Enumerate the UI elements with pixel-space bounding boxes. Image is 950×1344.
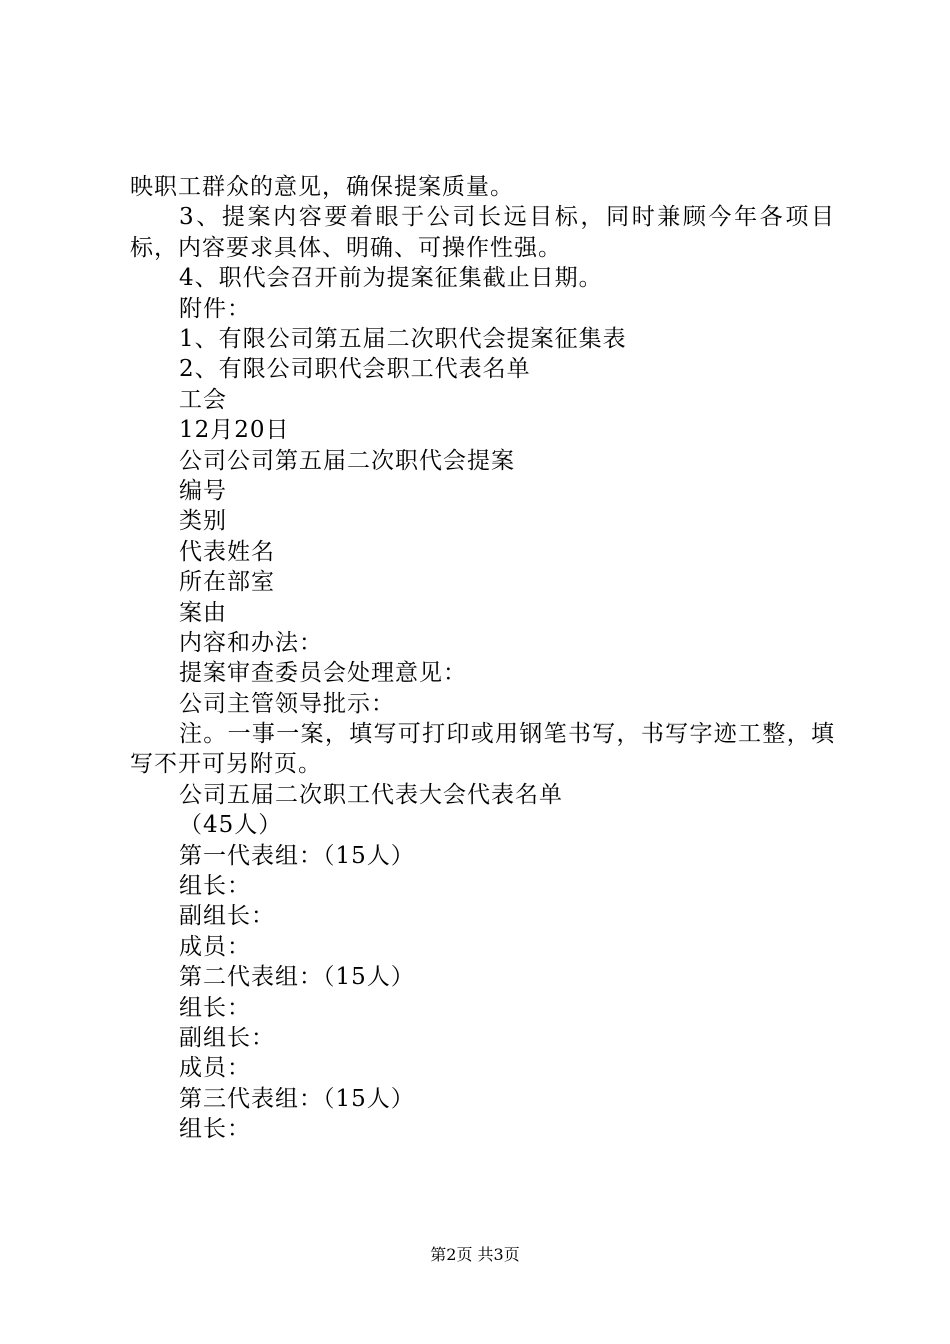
form-field-label: 类别 bbox=[179, 508, 227, 535]
form-field-label: 提案审查委员会处理意见： bbox=[179, 660, 467, 687]
text-line: 4、职代会召开前为提案征集截止日期。 bbox=[179, 265, 603, 292]
form-field-label: 公司主管领导批示： bbox=[179, 690, 395, 717]
form-title: 公司公司第五届二次职代会提案 bbox=[179, 447, 515, 474]
document-body bbox=[130, 172, 835, 1145]
group-role: 成员： bbox=[179, 1055, 251, 1082]
group-heading: 第一代表组：（15人） bbox=[179, 842, 415, 869]
form-field-label: 案由 bbox=[179, 599, 227, 626]
attachment-heading: 附件： bbox=[179, 295, 251, 322]
attachment-item: 1、有限公司第五届二次职代会提案征集表 bbox=[179, 325, 627, 352]
list-count: （45人） bbox=[179, 812, 283, 839]
group-role: 组长： bbox=[179, 873, 251, 900]
form-field-label: 内容和办法： bbox=[179, 629, 323, 656]
group-role: 组长： bbox=[179, 994, 251, 1021]
signature-date: 12月20日 bbox=[179, 417, 290, 444]
group-heading: 第二代表组：（15人） bbox=[179, 964, 415, 991]
note-paragraph: 注。一事一案，填写可打印或用钢笔书写，书写字迹工整，填写不开可另附页。 bbox=[130, 721, 835, 778]
form-field-label: 所在部室 bbox=[179, 569, 275, 596]
attachment-item: 2、有限公司职代会职工代表名单 bbox=[179, 356, 531, 383]
form-field-label: 编号 bbox=[179, 477, 227, 504]
group-role: 副组长： bbox=[179, 1025, 275, 1051]
form-field-label: 代表姓名 bbox=[179, 538, 275, 565]
signature-org: 工会 bbox=[179, 386, 227, 413]
group-heading: 第三代表组：（15人） bbox=[179, 1085, 415, 1112]
group-role: 成员： bbox=[179, 933, 251, 960]
page-number-footer: 第2页 共3页 bbox=[430, 1245, 520, 1264]
paragraph: 3、提案内容要着眼于公司长远目标，同时兼顾今年各项目标，内容要求具体、明确、可操作性强。 bbox=[130, 204, 835, 261]
text-line: 映职工群众的意见，确保提案质量。 bbox=[130, 174, 514, 200]
group-role: 组长： bbox=[179, 1116, 251, 1143]
list-title: 公司五届二次职工代表大会代表名单 bbox=[179, 781, 563, 808]
group-role: 副组长： bbox=[179, 903, 275, 930]
